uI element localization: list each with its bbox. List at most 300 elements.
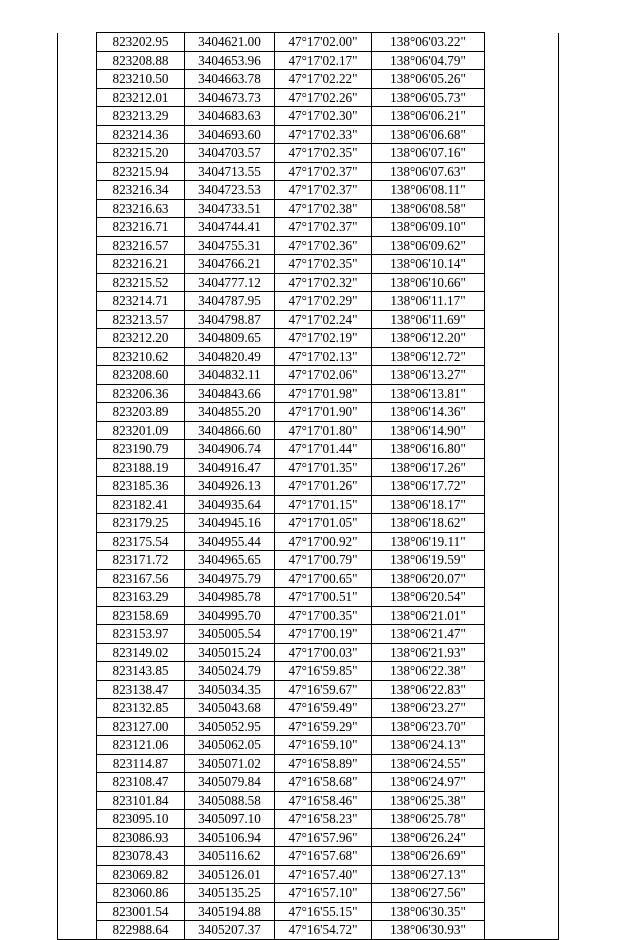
longitude-cell: 138°06'10.14" [372,255,485,274]
northing-cell: 3404916.47 [185,458,275,477]
longitude-cell: 138°06'20.54" [372,588,485,607]
latitude-cell: 47°17'01.15" [275,495,372,514]
blank-trail-cell [485,773,559,792]
northing-cell: 3404798.87 [185,310,275,329]
blank-lead-cell [58,699,97,718]
easting-cell: 823214.71 [97,292,185,311]
longitude-cell: 138°06'30.35" [372,902,485,921]
longitude-cell: 138°06'14.90" [372,421,485,440]
blank-lead-cell [58,292,97,311]
table-row [58,810,559,829]
blank-trail-cell [485,625,559,644]
latitude-cell: 47°16'59.85" [275,662,372,681]
latitude-cell: 47°16'58.23" [275,810,372,829]
easting-cell: 823001.54 [97,902,185,921]
latitude-cell: 47°17'00.65" [275,569,372,588]
table-row [58,532,559,551]
northing-cell: 3405194.88 [185,902,275,921]
blank-trail-cell [485,921,559,940]
latitude-cell: 47°17'02.29" [275,292,372,311]
northing-cell: 3405034.35 [185,680,275,699]
latitude-cell: 47°17'02.38" [275,199,372,218]
blank-lead-cell [58,754,97,773]
longitude-cell: 138°06'30.93" [372,921,485,940]
blank-lead-cell [58,791,97,810]
blank-lead-cell [58,495,97,514]
easting-cell: 823216.34 [97,181,185,200]
blank-trail-cell [485,736,559,755]
latitude-cell: 47°17'01.98" [275,384,372,403]
northing-cell: 3404995.70 [185,606,275,625]
easting-cell: 823215.52 [97,273,185,292]
table-row [58,588,559,607]
northing-cell: 3404809.65 [185,329,275,348]
longitude-cell: 138°06'22.38" [372,662,485,681]
longitude-cell: 138°06'06.68" [372,125,485,144]
northing-cell: 3404723.53 [185,181,275,200]
longitude-cell: 138°06'23.70" [372,717,485,736]
easting-cell: 823175.54 [97,532,185,551]
easting-cell: 823179.25 [97,514,185,533]
northing-cell: 3404653.96 [185,51,275,70]
latitude-cell: 47°17'01.26" [275,477,372,496]
latitude-cell: 47°17'02.24" [275,310,372,329]
blank-trail-cell [485,791,559,810]
table-row [58,791,559,810]
easting-cell: 823143.85 [97,662,185,681]
blank-lead-cell [58,88,97,107]
table-body [58,33,559,940]
longitude-cell: 138°06'25.38" [372,791,485,810]
table-row [58,773,559,792]
latitude-cell: 47°16'59.67" [275,680,372,699]
easting-cell: 823069.82 [97,865,185,884]
table-row [58,754,559,773]
northing-cell: 3405116.62 [185,847,275,866]
latitude-cell: 47°17'00.19" [275,625,372,644]
latitude-cell: 47°17'02.33" [275,125,372,144]
longitude-cell: 138°06'19.11" [372,532,485,551]
longitude-cell: 138°06'25.78" [372,810,485,829]
latitude-cell: 47°17'02.13" [275,347,372,366]
easting-cell: 823182.41 [97,495,185,514]
longitude-cell: 138°06'24.13" [372,736,485,755]
longitude-cell: 138°06'13.81" [372,384,485,403]
longitude-cell: 138°06'24.97" [372,773,485,792]
blank-lead-cell [58,218,97,237]
blank-lead-cell [58,810,97,829]
easting-cell: 823132.85 [97,699,185,718]
table-row [58,218,559,237]
easting-cell: 823095.10 [97,810,185,829]
blank-lead-cell [58,33,97,52]
northing-cell: 3405015.24 [185,643,275,662]
latitude-cell: 47°17'02.37" [275,162,372,181]
northing-cell: 3404955.44 [185,532,275,551]
table-row [58,680,559,699]
northing-cell: 3404906.74 [185,440,275,459]
blank-trail-cell [485,884,559,903]
blank-lead-cell [58,255,97,274]
latitude-cell: 47°17'01.80" [275,421,372,440]
table-row [58,847,559,866]
blank-trail-cell [485,107,559,126]
blank-trail-cell [485,51,559,70]
northing-cell: 3405097.10 [185,810,275,829]
longitude-cell: 138°06'21.01" [372,606,485,625]
table-row [58,107,559,126]
table-row [58,828,559,847]
latitude-cell: 47°17'02.00" [275,33,372,52]
blank-trail-cell [485,199,559,218]
easting-cell: 822988.64 [97,921,185,940]
easting-cell: 823153.97 [97,625,185,644]
blank-trail-cell [485,273,559,292]
easting-cell: 823149.02 [97,643,185,662]
blank-lead-cell [58,181,97,200]
latitude-cell: 47°17'02.37" [275,218,372,237]
blank-trail-cell [485,662,559,681]
blank-trail-cell [485,440,559,459]
longitude-cell: 138°06'12.20" [372,329,485,348]
blank-trail-cell [485,588,559,607]
blank-trail-cell [485,421,559,440]
latitude-cell: 47°16'59.49" [275,699,372,718]
table-row [58,643,559,662]
latitude-cell: 47°17'02.06" [275,366,372,385]
latitude-cell: 47°17'02.19" [275,329,372,348]
blank-trail-cell [485,606,559,625]
northing-cell: 3404663.78 [185,70,275,89]
blank-trail-cell [485,384,559,403]
northing-cell: 3404683.63 [185,107,275,126]
blank-trail-cell [485,162,559,181]
table-row [58,199,559,218]
blank-trail-cell [485,236,559,255]
longitude-cell: 138°06'18.62" [372,514,485,533]
table-row [58,366,559,385]
longitude-cell: 138°06'26.69" [372,847,485,866]
longitude-cell: 138°06'17.72" [372,477,485,496]
blank-lead-cell [58,162,97,181]
northing-cell: 3405207.37 [185,921,275,940]
table-row [58,625,559,644]
table-row [58,662,559,681]
northing-cell: 3405126.01 [185,865,275,884]
longitude-cell: 138°06'19.59" [372,551,485,570]
blank-lead-cell [58,884,97,903]
easting-cell: 823185.36 [97,477,185,496]
northing-cell: 3404935.64 [185,495,275,514]
easting-cell: 823210.62 [97,347,185,366]
table-row [58,273,559,292]
easting-cell: 823188.19 [97,458,185,477]
easting-cell: 823214.36 [97,125,185,144]
blank-trail-cell [485,125,559,144]
table-row [58,88,559,107]
longitude-cell: 138°06'24.55" [372,754,485,773]
blank-lead-cell [58,421,97,440]
blank-lead-cell [58,847,97,866]
easting-cell: 823212.20 [97,329,185,348]
blank-lead-cell [58,551,97,570]
latitude-cell: 47°17'02.35" [275,255,372,274]
table-row [58,384,559,403]
easting-cell: 823138.47 [97,680,185,699]
northing-cell: 3404926.13 [185,477,275,496]
latitude-cell: 47°16'55.15" [275,902,372,921]
blank-lead-cell [58,236,97,255]
longitude-cell: 138°06'21.47" [372,625,485,644]
longitude-cell: 138°06'08.58" [372,199,485,218]
northing-cell: 3404777.12 [185,273,275,292]
blank-lead-cell [58,384,97,403]
table-row [58,606,559,625]
table-row [58,551,559,570]
blank-trail-cell [485,477,559,496]
easting-cell: 823216.57 [97,236,185,255]
blank-lead-cell [58,273,97,292]
easting-cell: 823108.47 [97,773,185,792]
easting-cell: 823208.60 [97,366,185,385]
easting-cell: 823216.21 [97,255,185,274]
latitude-cell: 47°17'02.22" [275,70,372,89]
northing-cell: 3404832.11 [185,366,275,385]
blank-lead-cell [58,532,97,551]
table-row [58,236,559,255]
latitude-cell: 47°17'00.92" [275,532,372,551]
longitude-cell: 138°06'03.22" [372,33,485,52]
longitude-cell: 138°06'26.24" [372,828,485,847]
longitude-cell: 138°06'14.36" [372,403,485,422]
easting-cell: 823086.93 [97,828,185,847]
longitude-cell: 138°06'11.69" [372,310,485,329]
blank-lead-cell [58,514,97,533]
blank-lead-cell [58,662,97,681]
northing-cell: 3405024.79 [185,662,275,681]
blank-trail-cell [485,33,559,52]
longitude-cell: 138°06'09.10" [372,218,485,237]
longitude-cell: 138°06'06.21" [372,107,485,126]
blank-lead-cell [58,107,97,126]
easting-cell: 823158.69 [97,606,185,625]
northing-cell: 3404787.95 [185,292,275,311]
easting-cell: 823208.88 [97,51,185,70]
blank-trail-cell [485,699,559,718]
table-row [58,310,559,329]
table-row [58,495,559,514]
table-row [58,70,559,89]
longitude-cell: 138°06'09.62" [372,236,485,255]
table-row [58,144,559,163]
longitude-cell: 138°06'11.17" [372,292,485,311]
blank-trail-cell [485,347,559,366]
easting-cell: 823078.43 [97,847,185,866]
longitude-cell: 138°06'13.27" [372,366,485,385]
blank-trail-cell [485,828,559,847]
blank-lead-cell [58,403,97,422]
table-row [58,403,559,422]
blank-trail-cell [485,532,559,551]
blank-trail-cell [485,329,559,348]
table-row [58,440,559,459]
blank-trail-cell [485,403,559,422]
longitude-cell: 138°06'27.13" [372,865,485,884]
blank-lead-cell [58,366,97,385]
blank-trail-cell [485,551,559,570]
blank-lead-cell [58,310,97,329]
easting-cell: 823121.06 [97,736,185,755]
table-row [58,736,559,755]
northing-cell: 3404945.16 [185,514,275,533]
blank-lead-cell [58,921,97,940]
blank-trail-cell [485,865,559,884]
longitude-cell: 138°06'16.80" [372,440,485,459]
easting-cell: 823202.95 [97,33,185,52]
blank-trail-cell [485,680,559,699]
blank-lead-cell [58,477,97,496]
northing-cell: 3405005.54 [185,625,275,644]
latitude-cell: 47°16'57.96" [275,828,372,847]
easting-cell: 823213.57 [97,310,185,329]
blank-lead-cell [58,51,97,70]
blank-lead-cell [58,440,97,459]
blank-lead-cell [58,680,97,699]
easting-cell: 823114.87 [97,754,185,773]
northing-cell: 3405135.25 [185,884,275,903]
blank-trail-cell [485,218,559,237]
blank-lead-cell [58,458,97,477]
blank-trail-cell [485,310,559,329]
easting-cell: 823213.29 [97,107,185,126]
easting-cell: 823216.71 [97,218,185,237]
longitude-cell: 138°06'07.63" [372,162,485,181]
longitude-cell: 138°06'07.16" [372,144,485,163]
table-row [58,569,559,588]
longitude-cell: 138°06'10.66" [372,273,485,292]
table-row [58,329,559,348]
latitude-cell: 47°17'02.26" [275,88,372,107]
northing-cell: 3405043.68 [185,699,275,718]
northing-cell: 3405079.84 [185,773,275,792]
blank-lead-cell [58,625,97,644]
latitude-cell: 47°16'57.40" [275,865,372,884]
table-row [58,421,559,440]
blank-trail-cell [485,292,559,311]
latitude-cell: 47°17'01.35" [275,458,372,477]
blank-lead-cell [58,347,97,366]
latitude-cell: 47°17'02.32" [275,273,372,292]
latitude-cell: 47°16'57.10" [275,884,372,903]
easting-cell: 823190.79 [97,440,185,459]
blank-trail-cell [485,181,559,200]
longitude-cell: 138°06'05.26" [372,70,485,89]
blank-trail-cell [485,495,559,514]
latitude-cell: 47°16'58.89" [275,754,372,773]
northing-cell: 3404621.00 [185,33,275,52]
blank-trail-cell [485,144,559,163]
table-row [58,51,559,70]
longitude-cell: 138°06'20.07" [372,569,485,588]
blank-trail-cell [485,569,559,588]
longitude-cell: 138°06'04.79" [372,51,485,70]
latitude-cell: 47°16'58.46" [275,791,372,810]
northing-cell: 3404744.41 [185,218,275,237]
easting-cell: 823171.72 [97,551,185,570]
blank-lead-cell [58,125,97,144]
easting-cell: 823206.36 [97,384,185,403]
table-row [58,162,559,181]
blank-trail-cell [485,754,559,773]
easting-cell: 823060.86 [97,884,185,903]
longitude-cell: 138°06'23.27" [372,699,485,718]
blank-lead-cell [58,828,97,847]
northing-cell: 3404843.66 [185,384,275,403]
northing-cell: 3405106.94 [185,828,275,847]
latitude-cell: 47°16'59.29" [275,717,372,736]
easting-cell: 823216.63 [97,199,185,218]
table-row [58,181,559,200]
table-row [58,921,559,940]
table-row [58,255,559,274]
table-row [58,865,559,884]
table-row [58,33,559,52]
longitude-cell: 138°06'27.56" [372,884,485,903]
northing-cell: 3404866.60 [185,421,275,440]
latitude-cell: 47°17'02.37" [275,181,372,200]
easting-cell: 823215.94 [97,162,185,181]
northing-cell: 3404965.65 [185,551,275,570]
easting-cell: 823210.50 [97,70,185,89]
easting-cell: 823167.56 [97,569,185,588]
blank-trail-cell [485,255,559,274]
easting-cell: 823203.89 [97,403,185,422]
northing-cell: 3405088.58 [185,791,275,810]
blank-lead-cell [58,569,97,588]
northing-cell: 3405071.02 [185,754,275,773]
longitude-cell: 138°06'12.72" [372,347,485,366]
northing-cell: 3404693.60 [185,125,275,144]
latitude-cell: 47°17'00.35" [275,606,372,625]
easting-cell: 823201.09 [97,421,185,440]
blank-lead-cell [58,736,97,755]
longitude-cell: 138°06'18.17" [372,495,485,514]
latitude-cell: 47°17'02.36" [275,236,372,255]
table-row [58,884,559,903]
latitude-cell: 47°16'57.68" [275,847,372,866]
latitude-cell: 47°17'00.51" [275,588,372,607]
latitude-cell: 47°17'01.44" [275,440,372,459]
northing-cell: 3404985.78 [185,588,275,607]
table-row [58,125,559,144]
table-row [58,458,559,477]
table-row [58,347,559,366]
blank-trail-cell [485,643,559,662]
longitude-cell: 138°06'17.26" [372,458,485,477]
northing-cell: 3404713.55 [185,162,275,181]
northing-cell: 3404703.57 [185,144,275,163]
easting-cell: 823101.84 [97,791,185,810]
easting-cell: 823163.29 [97,588,185,607]
blank-trail-cell [485,70,559,89]
latitude-cell: 47°17'00.79" [275,551,372,570]
northing-cell: 3404673.73 [185,88,275,107]
northing-cell: 3404820.49 [185,347,275,366]
latitude-cell: 47°17'02.30" [275,107,372,126]
latitude-cell: 47°17'02.35" [275,144,372,163]
blank-lead-cell [58,329,97,348]
latitude-cell: 47°17'01.90" [275,403,372,422]
